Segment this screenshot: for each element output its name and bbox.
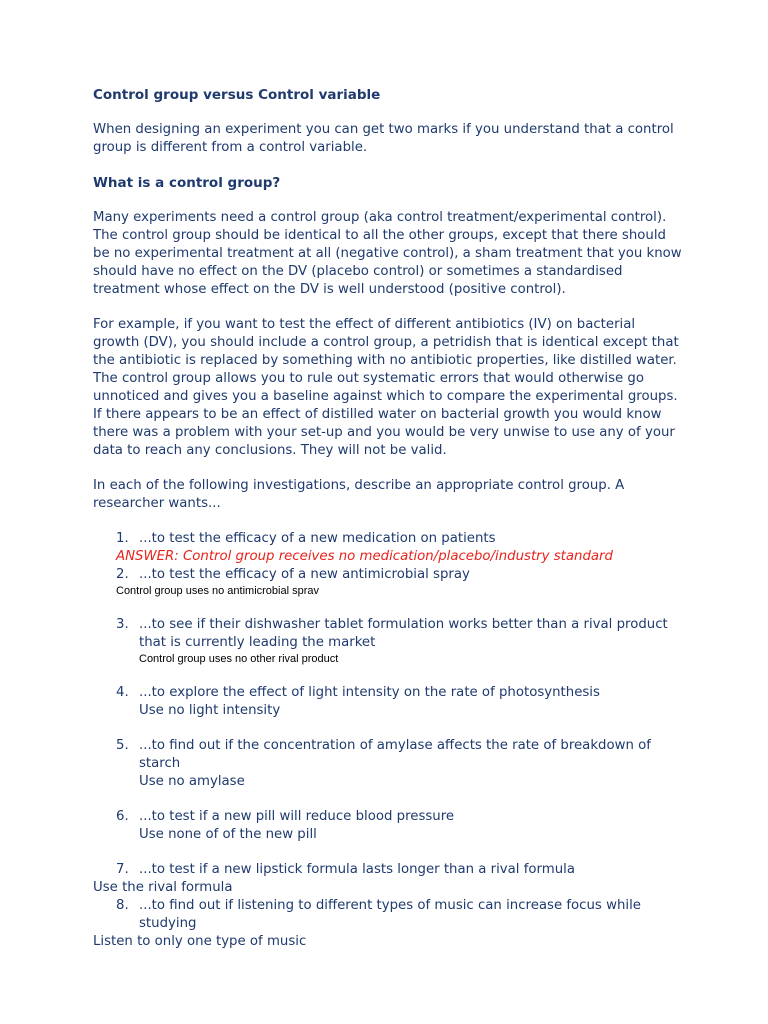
list-item bbox=[93, 861, 683, 879]
intro-paragraph: When designing an experiment you can get two marks if you understand that a control group is different from a control variable. bbox=[93, 122, 674, 155]
answer-text: Control group uses no other rival product bbox=[139, 653, 339, 665]
example-paragraph: For example, if you want to test the effect of different antibiotics (IV) on bacterial growth (DV), you should include a control group, a petridish that is identical except that the antibiotic is replaced by something with no antibiotic properties, like distilled water. The control group allows you to rule out systematic errors that would otherwise go unnoticed and gives you a baseline against which to compare the experimental groups. If there appears to be an effect of distilled water on bacterial growth you would know there was a problem with your set-up and you would be very unwise to use any of your data to reach any conclusions. They will not be valid. bbox=[93, 317, 679, 458]
list-number: 2. bbox=[116, 567, 129, 582]
list-number: 1. bbox=[116, 531, 129, 546]
answer-text: Use no amylase bbox=[139, 774, 245, 789]
list-item-text: ...to test if a new pill will reduce blood pressure bbox=[139, 809, 455, 824]
list-number: 4. bbox=[116, 685, 129, 700]
list-number: 8. bbox=[116, 898, 129, 913]
list-number: 6. bbox=[116, 809, 129, 824]
list-item bbox=[93, 737, 683, 773]
list-item bbox=[93, 530, 683, 548]
list-item-text: ...to test the efficacy of a new antimicrobial spray bbox=[139, 567, 470, 582]
answer-text: Use none of of the new pill bbox=[139, 827, 317, 842]
list-item bbox=[93, 616, 683, 652]
list-item-text: ...to find out if listening to different types of music can increase focus while studying bbox=[139, 898, 641, 931]
list-number: 3. bbox=[116, 617, 129, 632]
instructions-paragraph: In each of the following investigations, describe an appropriate control group. A researcher wants... bbox=[93, 478, 625, 511]
list-number: 5. bbox=[116, 738, 129, 753]
answer-text: ANSWER: Control group receives no medication/placebo/industry standard bbox=[116, 549, 613, 564]
answer-text: Use no light intensity bbox=[139, 703, 281, 718]
answer-text: Listen to only one type of music bbox=[93, 934, 307, 949]
list-item-text: ...to find out if the concentration of amylase affects the rate of breakdown of starch bbox=[139, 738, 651, 771]
list-item bbox=[93, 808, 683, 826]
answer-text: Control group uses no antimicrobial sprav bbox=[116, 585, 319, 597]
list-item bbox=[93, 566, 683, 584]
definition-paragraph: Many experiments need a control group (aka control treatment/experimental control). The control group should be identical to all the other groups, except that there should be no experimental treatment at all (negative control), a sham treatment that you know should have no effect on the DV (placebo control) or sometimes a standardised treatment whose effect on the DV is well understood (positive control). bbox=[93, 210, 682, 297]
answer-text: Use the rival formula bbox=[93, 880, 233, 895]
list-item-text: ...to see if their dishwasher tablet formulation works better than a rival product that is currently leading the market bbox=[139, 617, 668, 650]
list-item bbox=[93, 897, 683, 933]
list-item-text: ...to test the efficacy of a new medication on patients bbox=[139, 531, 496, 546]
document-heading: Control group versus Control variable bbox=[93, 87, 381, 103]
list-item bbox=[93, 684, 683, 702]
list-number: 7. bbox=[116, 862, 129, 877]
section-heading: What is a control group? bbox=[93, 175, 281, 191]
list-item-text: ...to explore the effect of light intensity on the rate of photosynthesis bbox=[139, 685, 600, 700]
document-page bbox=[93, 86, 683, 951]
list-item-text: ...to test if a new lipstick formula lasts longer than a rival formula bbox=[139, 862, 576, 877]
